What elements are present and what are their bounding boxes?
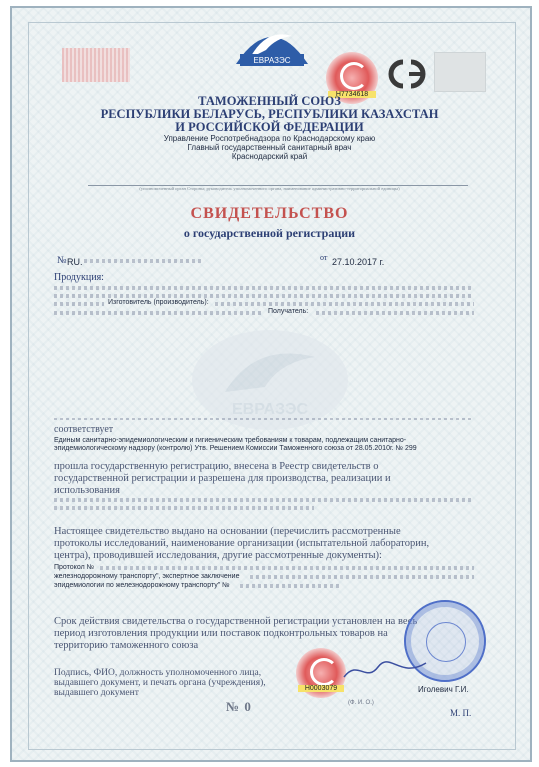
number-label: № bbox=[57, 255, 67, 266]
basis-line-1: Настоящее свидетельство выдано на основании (перечислить рассмотренные bbox=[54, 526, 401, 537]
authority-caption: (уполномоченный орган Стороны; руководитель уполномоченного органа, наименование административно-территориальной единицы) bbox=[139, 186, 400, 191]
signature-line-3: выдавшего документ bbox=[54, 688, 139, 698]
usage-redacted bbox=[54, 506, 314, 510]
signature-line-2: выдавшего документ, и печать органа (учреждения), bbox=[54, 678, 266, 688]
authority-line-1: Управление Роспотребнадзора по Краснодарскому краю bbox=[163, 134, 376, 143]
registry-line-1: прошла государственную регистрацию, внесена в Реестр свидетельств о bbox=[54, 461, 379, 472]
registry-text bbox=[54, 461, 391, 497]
document-title: СВИДЕТЕЛЬСТВО bbox=[190, 205, 349, 222]
protocol-label: Протокол № bbox=[54, 564, 95, 571]
validity-line-2: период изготовления продукции или поставок подконтрольных товаров на bbox=[54, 628, 388, 639]
hologram-strip bbox=[62, 48, 130, 82]
conformity-mark-icon bbox=[383, 56, 431, 92]
product-text-redacted bbox=[54, 286, 474, 290]
date-label: от bbox=[320, 253, 328, 262]
recipient-redacted bbox=[316, 311, 474, 315]
registration-date: 27.10.2017 г. bbox=[332, 257, 385, 267]
signature-scribble-icon bbox=[340, 655, 430, 685]
eac-icon bbox=[340, 62, 368, 90]
name-caption: (Ф. И. О.) bbox=[348, 700, 374, 706]
authority-line-2: Главный государственный санитарный врач bbox=[187, 143, 352, 152]
signatory-name: Иголевич Г.И. bbox=[418, 685, 469, 694]
manufacturer-label: Изготовитель (производитель): bbox=[108, 299, 209, 306]
recipient-label: Получатель: bbox=[268, 308, 309, 315]
basis-line-2: протоколы исследований, наименование организации (испытательной лабораторин, bbox=[54, 538, 430, 549]
validity-line-3: территорию таможенного союза bbox=[54, 640, 199, 651]
registry-line-3: использования bbox=[54, 485, 120, 496]
document-subtitle: о государственной регистрации bbox=[183, 226, 356, 240]
conformity-text-2: эпидемиологическому надзору (контролю) Утв. Решением Комиссии Таможенного союза от 28.05.2010г. № 299 bbox=[54, 445, 417, 452]
usage-redacted bbox=[54, 498, 474, 502]
union-title bbox=[0, 95, 539, 134]
protocol-redacted bbox=[240, 584, 340, 588]
mp-label: М. П. bbox=[450, 708, 472, 718]
signature-caption bbox=[54, 668, 266, 698]
validity-text bbox=[54, 616, 417, 652]
stamp-bottom-number: Н0003079 bbox=[298, 685, 344, 692]
product-text-redacted bbox=[54, 294, 474, 298]
basis-text bbox=[54, 526, 429, 562]
union-line-1: ТАМОЖЕННЫЙ СОЮЗ bbox=[198, 94, 341, 108]
registration-number: RU. bbox=[67, 257, 83, 267]
manufacturer-redacted bbox=[54, 311, 264, 315]
product-text-redacted bbox=[54, 302, 104, 306]
eurasec-emblem-icon bbox=[232, 16, 312, 72]
emblem-label: ЕВРАЗЭС bbox=[253, 56, 291, 65]
basis-line-3: центра), проводившей исследования, другие рассмотренные документы): bbox=[54, 550, 382, 561]
hologram-stamp-bottom bbox=[296, 648, 346, 698]
protocol-redacted bbox=[250, 575, 474, 579]
svg-text:ЕВРАЗЭС: ЕВРАЗЭС bbox=[231, 401, 309, 418]
authority-line-3: Краснодарский край bbox=[231, 152, 308, 161]
union-line-2: РЕСПУБЛИКИ БЕЛАРУСЬ, РЕСПУБЛИКИ КАЗАХСТАН bbox=[100, 107, 439, 121]
registry-line-2: государственной регистрации и разрешена для производства, реализации и bbox=[54, 473, 391, 484]
protocol-line-3: эпидемиологии по железнодорожному транспорту" № bbox=[54, 582, 230, 589]
product-label: Продукция: bbox=[54, 272, 104, 283]
protocol-line-2: железнодорожному транспорту", экспертное заключение bbox=[54, 573, 240, 580]
caption-redacted bbox=[54, 418, 474, 420]
grey-placeholder-box bbox=[434, 52, 486, 92]
eurasec-watermark-icon bbox=[185, 322, 355, 432]
conformity-label: соответствует bbox=[54, 424, 114, 435]
signature-line-1: Подпись, ФИО, должность уполномоченного лица, bbox=[54, 668, 262, 678]
authority-block bbox=[0, 134, 539, 161]
conformity-text-1: Единым санитарно-эпидемиологическим и гигиеническим требованиям к товарам, подлежащим санитарно- bbox=[54, 437, 407, 444]
serial-number: № 0 bbox=[226, 699, 252, 714]
union-line-3: И РОССИЙСКОЙ ФЕДЕРАЦИИ bbox=[175, 120, 364, 134]
number-redacted bbox=[84, 259, 204, 263]
stamp-top-number: Н7734618 bbox=[328, 91, 376, 98]
validity-line-1: Срок действия свидетельства о государственной регистрации установлен на весь bbox=[54, 616, 418, 627]
protocol-redacted bbox=[100, 566, 474, 570]
eac-icon bbox=[310, 658, 338, 686]
manufacturer-redacted bbox=[215, 302, 474, 306]
